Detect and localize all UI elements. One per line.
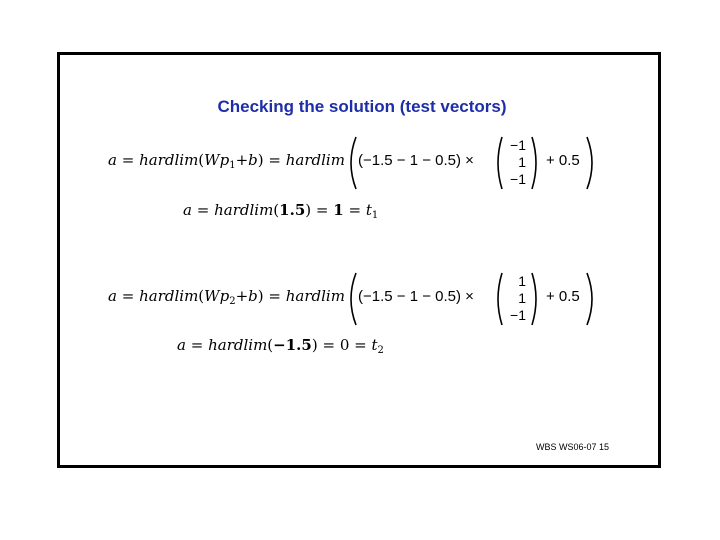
eq1-vec-1: 1 — [518, 154, 526, 170]
equation-1-lhs: $a = hardlim(Wp_1+b)$ = hardlim — [108, 151, 345, 171]
eq1-column-vector — [504, 137, 526, 188]
eq1-hardlim: hardlim — [139, 151, 199, 169]
equation-2-result: a = hardlim(−1.5) = $0 = t_2$ — [177, 336, 384, 356]
eq2-hardlim: hardlim — [139, 287, 199, 305]
eq2-row-vector: (−1.5 − 1 − 0.5) × — [358, 288, 474, 305]
eq2-bias: + 0.5 — [546, 288, 580, 305]
eq1-vec-open-paren — [492, 135, 504, 191]
eq1-vec-2: −1 — [510, 171, 526, 187]
slide-footer: WBS WS06-07 15 — [535, 442, 609, 452]
equation-1-result: a = hardlim(1.5) = $1 = t_1$ — [183, 201, 379, 221]
eq2-big-close-paren — [585, 271, 599, 327]
eq1-vec-0: −1 — [510, 137, 526, 153]
eq2-big-open-paren — [344, 271, 358, 327]
eq1-big-open-paren — [344, 135, 358, 191]
eq1-bias: + 0.5 — [546, 152, 580, 169]
eq1-a: a — [108, 151, 117, 169]
eq2-vec-close-paren — [530, 271, 542, 327]
eq1-row-vector: (−1.5 − 1 − 0.5) × — [358, 152, 474, 169]
slide — [57, 52, 661, 468]
eq2-vec-open-paren — [492, 271, 504, 327]
eq2-vec-0: 1 — [518, 273, 526, 289]
equation-2-lhs: $a = hardlim(Wp_2+b)$ = hardlim — [108, 287, 345, 307]
slide-title: Checking the solution (test vectors) — [217, 97, 507, 116]
eq2-vec-1: 1 — [518, 290, 526, 306]
eq2-vec-2: −1 — [510, 307, 526, 323]
eq1-big-close-paren — [585, 135, 599, 191]
eq2-column-vector — [504, 273, 526, 324]
eq1-vec-close-paren — [530, 135, 542, 191]
